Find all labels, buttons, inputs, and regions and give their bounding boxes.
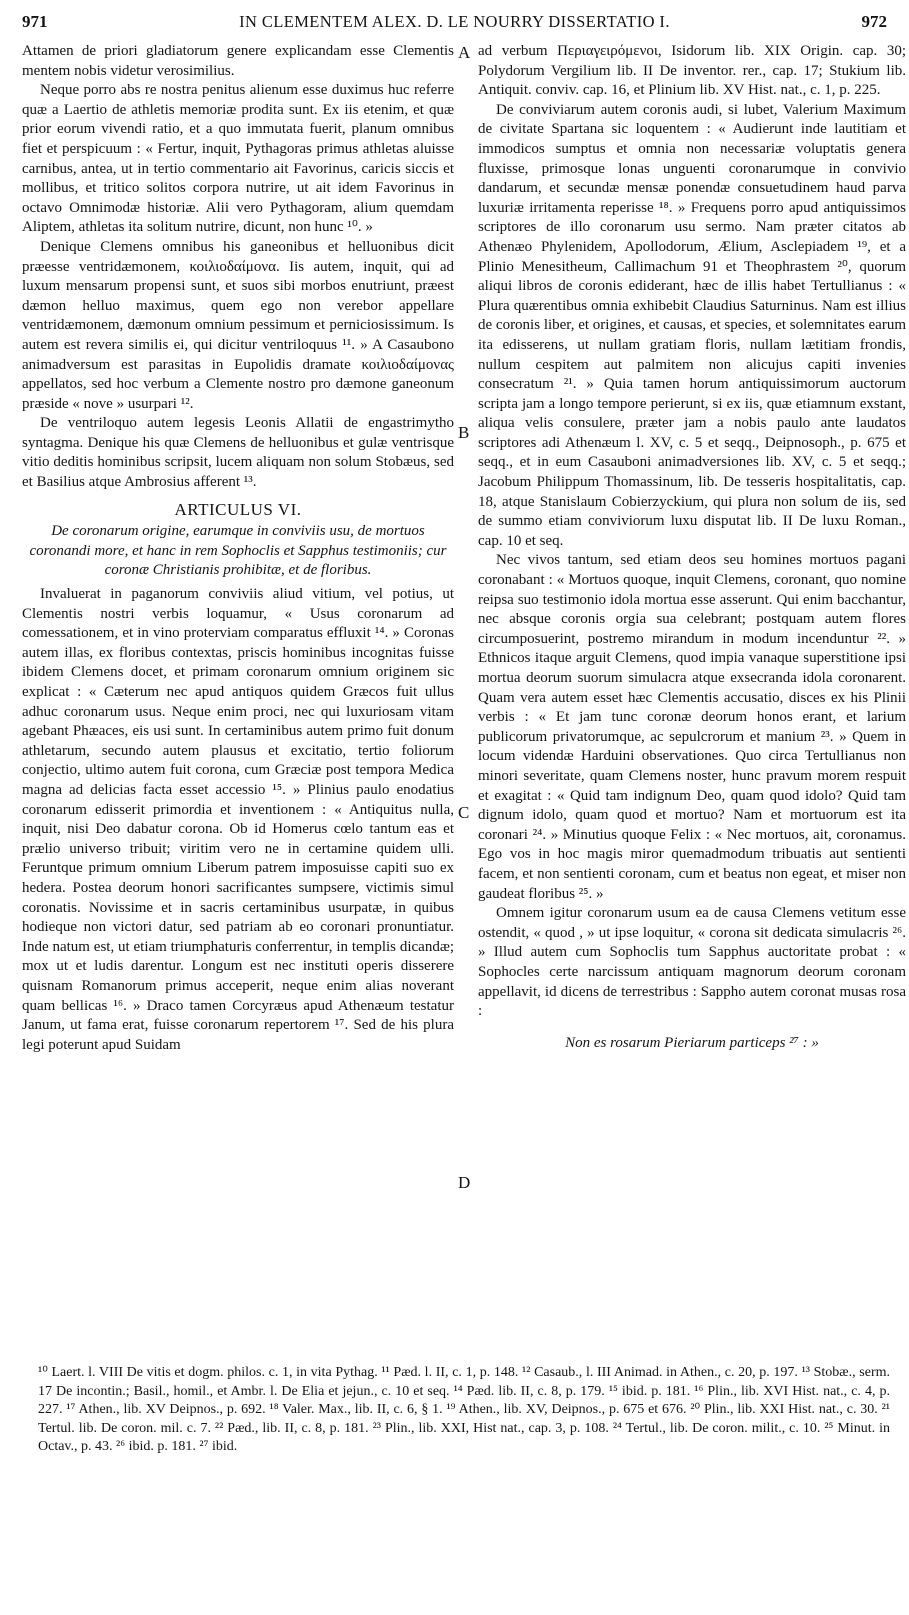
right-column [478,42,906,1053]
paragraph: Denique Clemens omnibus his ganeonibus et helluonibus dicit præesse ventridæmonem, κοιλιοδαίμονα. Iis autem, inquit, qui ad luxum mensarum propensi sunt, et suos sibi morbos enutriunt, præest dæmon helluo maximus, quem ego non verebor appellare ventridæmonem, dæmonum omnium pessimum et perniciosissimum. Is autem est revera similis ei, qui dicitur ventriloquus ¹¹. » A Casaubono animadversum est parasitas in Eupolidis dramate κοιλιοδαίμονας appellatos, sed hoc verbum a Clemente nostro pro dæmone ganeonum præside « nove » usurpari ¹². [22,238,454,412]
footnotes [38,1364,890,1457]
paragraph: Attamen de priori gladiatorum genere explicandam esse Clementis mentem nobis videtur verosimilius. [22,43,454,79]
verse-quote: Non es rosarum Pieriarum particeps ²⁷ : » [565,1034,819,1051]
margin-mark-c: C [458,803,470,822]
page-number-right: 972 [861,12,887,31]
left-column [22,42,454,1055]
paragraph: Invaluerat in paganorum conviviis aliud vitium, vel potius, ut Clementis nostri verbis loquamur, « Usus coronarum ad comessationem, et in vino proterviam comparatus effluxit ¹⁴. » Coronas autem illas, ex floribus contextas, priscis hominibus incognitas fuisse ibidem Clemens docet, et primam coronarum omnium originem sic explicat : « Cæterum nec apud antiquos quidem Græcos fuit ullus adhuc coronarum usus. Neque enim proci, nec qui luxuriosam vitam agebant Phæaces, eis usi sunt. In certaminibus autem primo fuit donum athletarum, secundo autem plausus et excitatio, tertio foliorum conjectio, ultimo autem fuit corona, cum Græciæ post tempora Medica magna ad delicias facta esset accessio ¹⁵. » Plinius paulo enodatius coronarum edisserit primordia et inventionem : « Antiquitus nulla, inquit, nisi Deo dabatur corona. Ob id Homerus cœlo tantum eas et prælio universo tribuit; viritim vero ne in certamine quidem ulli. Feruntque primum omnium Liberum patrem imposuisse capiti suo ex hedera. Postea deorum honori sacrificantes sumpsere, victimis simul coronatis. Novissime et in sacris certaminibus usurpatæ, in quibus hodieque non victori datur, sed patriam ab eo coronari pronuntiatur. Inde natum est, ut etiam triumphaturis conferrentur, in templis dicandæ; mox ut et ludis darentur. Longum est nec instituti operis disserere quisnam Romanorum primus acceperit, neque enim alias noverant quam bellicas ¹⁶. » Draco tamen Corcyræus apud Athenæum testatur Janum, ut fama erat, fuisse coronarum repertorem ¹⁷. Sed de his plura legi poterunt apud Suidam [22,586,454,1053]
paragraph: ad verbum Περιαγειρόμενοι, Isidorum lib. XIX Origin. cap. 30; Polydorum Vergilium lib. II De inventor. rer., cap. 17; Stukium lib. Antiquit. conviv. cap. 16, et Plinium lib. XV Hist. nat., c. 1, p. 225. [478,43,906,99]
article-title: ARTICULUS VI. [174,499,302,519]
paragraph: Omnem igitur coronarum usum ea de causa Clemens vetitum esse ostendit, « quod , » ut ipse loquitur, « corona sit dedicata simulacris ²⁶. » Illud autem cum Sophoclis tum Sapphus auctoritate probat : « Sophocles certe narcissum antiquam magnorum deorum coronam appellavit, id dicens de terrestribus : Sappho autem coronat musas rosa : [478,905,906,1020]
article-subtitle: De coronarum origine, earumque in conviviis usu, de mortuos coronandi more, et hanc in rem Sophoclis et Sapphus testimoniis; cur coronæ Christianis prohibitæ, et de floribus. [29,523,447,579]
margin-mark-a: A [458,43,471,62]
footnote-text: ¹⁰ Laert. l. VIII De vitis et dogm. philos. c. 1, in vita Pythag. ¹¹ Pæd. l. II, c. 1, p. 148. ¹² Casaub., l. III Animad. in Athen., c. 20, p. 197. ¹³ Stobæ., serm. 17 De incontin.; Basil., homil., et Ambr. l. De Elia et jejun., c. 10 et seq. ¹⁴ Pæd. lib. II, c. 8, p. 179. ¹⁵ ibid. p. 181. ¹⁶ Plin., lib. XVI Hist. nat., c. 4, p. 227. ¹⁷ Athen., lib. XV Deipnos., p. 692. ¹⁸ Valer. Max., lib. II, c. 6, § 1. ¹⁹ Athen., lib. XV, Deipnos., p. 675 et 676. ²⁰ Plin., lib. XXI Hist. nat., c. 30. ²¹ Tertul. lib. De coron. mil. c. 7. ²² Pæd., lib. II, c. 8, p. 181. ²³ Plin., lib. XXI, Hist nat., cap. 3, p. 108. ²⁴ Tertul., lib. De coron. milit., c. 10. ²⁵ Minut. in Octav., p. 43. ²⁶ ibid. p. 181. ²⁷ ibid. [38,1365,890,1455]
paragraph: De conviviarum autem coronis audi, si lubet, Valerium Maximum de civitate Spartana sic loquentem : « Audierunt inde lautitiam et immodicos sumptus et omnia non necessariæ voluptatis genera fluxisse, primosque lonas unguenti coronarumque in convivio dandarum, et secundæ mensæ ponendæ consuetudinem haud parva luxuriæ irritamenta reperisse ¹⁸. » Frequens porro apud antiquissimos scriptores de illo coronarum usu sermo. Nam præter citatos ab Athenæo Phylenidem, Apollodorum, Ælium, Asclepiadem ¹⁹, et a Plinio Menesitheum, Callimachum 91 et Theophrastem ²⁰, quorum aliqui libros de coronis ediderant, hæc de illis habet Tertullianus : « Plura quærentibus omnia exhibebit Claudius Saturninus. Nam est illius de coronis liber, et origines, et causas, et species, et solemnitates earum ita edisserens, ut nullam gratiam floris, nullam lætitiam frondis, nullum cespitem aut palmitem non alicujus capiti invenies consecratum ²¹. » Quia tamen horum antiquissimorum auctorum scripta jam a longo tempore perierunt, si ex iis, quæ etiamnum exstant, aliqua velis consulere, præter jam a nobis paulo ante laudatos scriptores adi Athenæum l. XV, c. 5 et seqq., Deipnosoph., p. 675 et seqq., et in eum Casauboni animadversiones lib. XV, c. 5 et seqq.; Jacobum Philippum Thomassinum, lib. De tesseris hospitalitatis, cap. 18, atque Stanislaum Cobierzyckium, qui plura non solum de iis, sed de summo etiam conviviorum luxu disputat lib. II De luxu Roman., cap. 10 et seq. [478,101,907,549]
running-header [22,12,887,36]
page-number-left: 971 [22,12,48,31]
paragraph: Neque porro abs re nostra penitus alienum esse duximus huc referre quæ a Laertio de athletis memoriæ prodita sunt. Ex iis etenim, et quæ prior eorum vivendi ratio, et a quo immutata fuerit, planum omnibus fiet et perspicuum : « Fertur, inquit, Pythagoras primus athletas aluisse carnibus, antea, ut in tertio commentario ait Favorinus, caricis siccis et mollibus, et tritico solitos corpora nutrire, ut ait idem Favorinus in octavo Omnimodæ historiæ. Alii vero Pythagoram, alium quemdam Aliptem, athletas ita solitum nutrire, dicunt, non hunc ¹⁰. » [22,82,454,236]
running-title: IN CLEMENTEM ALEX. D. LE NOURRY DISSERTATIO I. [239,12,670,31]
margin-mark-d: D [458,1173,471,1192]
paragraph: De ventriloquo autem legesis Leonis Allatii de engastrimytho syntagma. Denique his quæ Clemens de helluonibus et gulæ ventrisque vitio deditis hominibus scripsit, lucem aliquam non solum Stobæus, sed et Basilius atque Ambrosius afferent ¹³. [22,415,454,491]
margin-mark-b: B [458,423,470,442]
paragraph: Nec vivos tantum, sed etiam deos seu homines mortuos pagani coronabant : « Mortuos quoque, inquit Clemens, coronant, quo nomine reipsa suo testimonio idola mortua esse asserunt. Qui enim bacchantur, nec absque coronis orgia sua celebrant; postquam autem flores circumposuerint, postremo mirandum in modum incenduntur ²². » Ethnicos itaque arguit Clemens, quod impia vanaque superstitione ipsi mortua deorum suorum simulacra atque exsecranda idola coronarent. Quam vera autem esset hæc Clementis accusatio, disces ex his Plinii verbis : « Et jam tunc coronæ deorum honos erant, et larium publicorum privatorumque, ac sepulcrorum et manium ²³. » Quem in locum videndæ Harduini observationes. Quo circa Tertullianus non minori severitate, quam Clemens noster, hunc pravum morem respuit et exagitat : « Quid tam indignum Deo, quam quod idolo? Quid tam dignum idolo, quam quod et mortuo? Nam et mortuorum est ita coronari ²⁴. » Minutius quoque Felix : « Nec mortuos, ait, coronamus. Ego vos in hoc magis miror quemadmodum tribuatis aut sentienti facem, et non sentienti coronam, cum et beatus non egeat, et miser non gaudeat floribus ²⁵. » [478,552,906,902]
